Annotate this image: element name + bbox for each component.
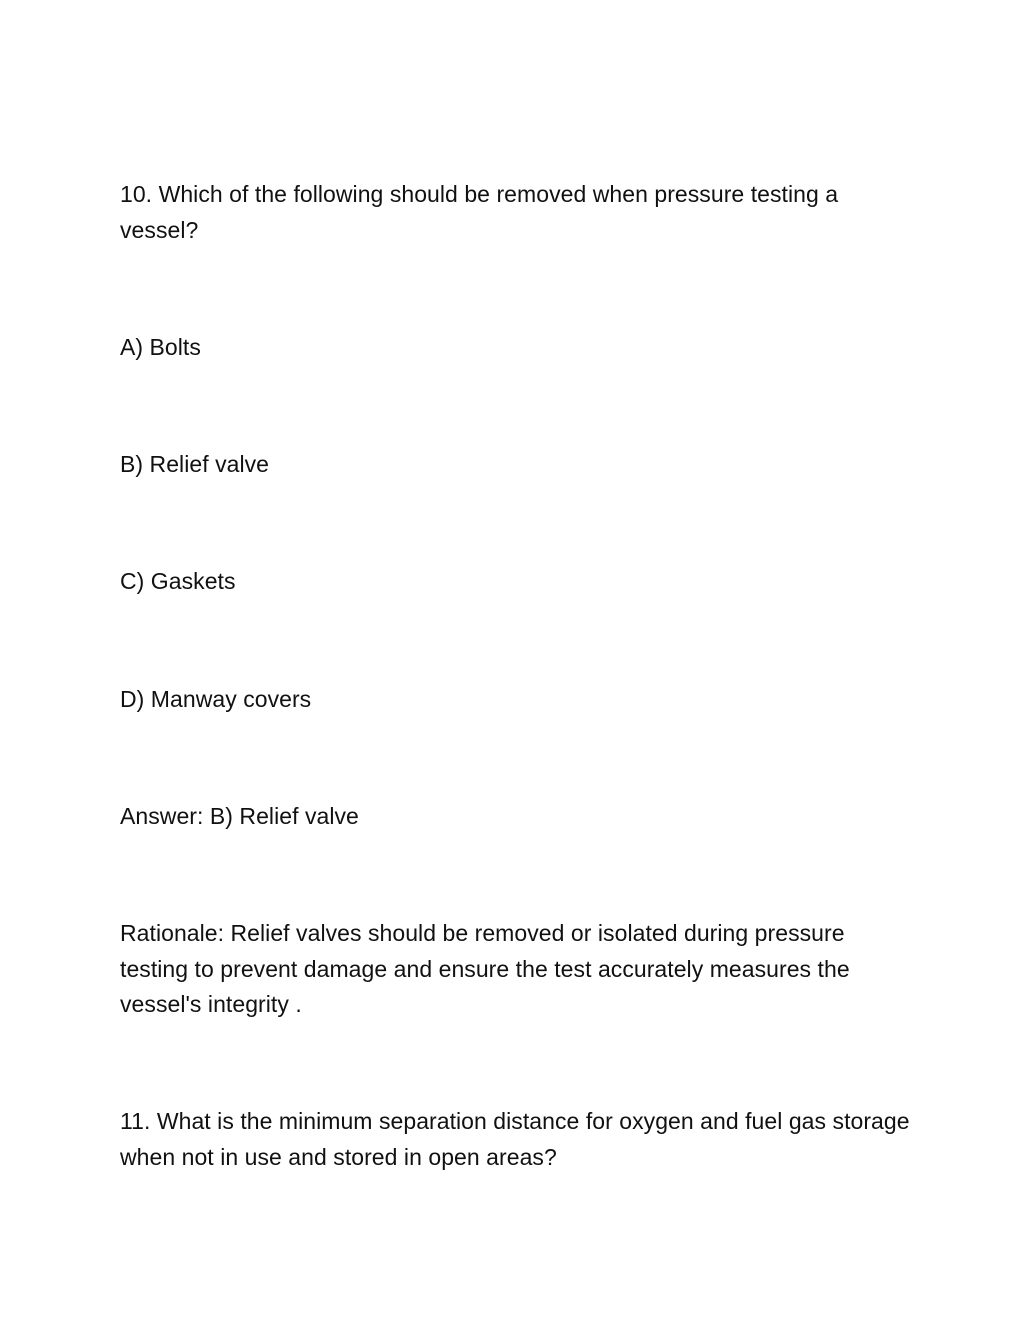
question-10-option-a: A) Bolts	[120, 334, 201, 360]
question-10-answer: Answer: B) Relief valve	[120, 803, 359, 829]
question-10-prompt: 10. Which of the following should be removed when pressure testing a vessel?	[120, 181, 839, 243]
question-11-prompt: 11. What is the minimum separation distance for oxygen and fuel gas storage when not in use and stored in open areas?	[120, 1108, 910, 1170]
question-10-rationale: Rationale: Relief valves should be removed or isolated during pressure testing to prevent damage and ensure the test accurately measures the vessel's integrity .	[120, 920, 850, 1017]
question-10-option-d: D) Manway covers	[120, 686, 312, 712]
question-10-option-b: B) Relief valve	[120, 451, 270, 477]
question-10-option-c: C) Gaskets	[120, 568, 236, 594]
